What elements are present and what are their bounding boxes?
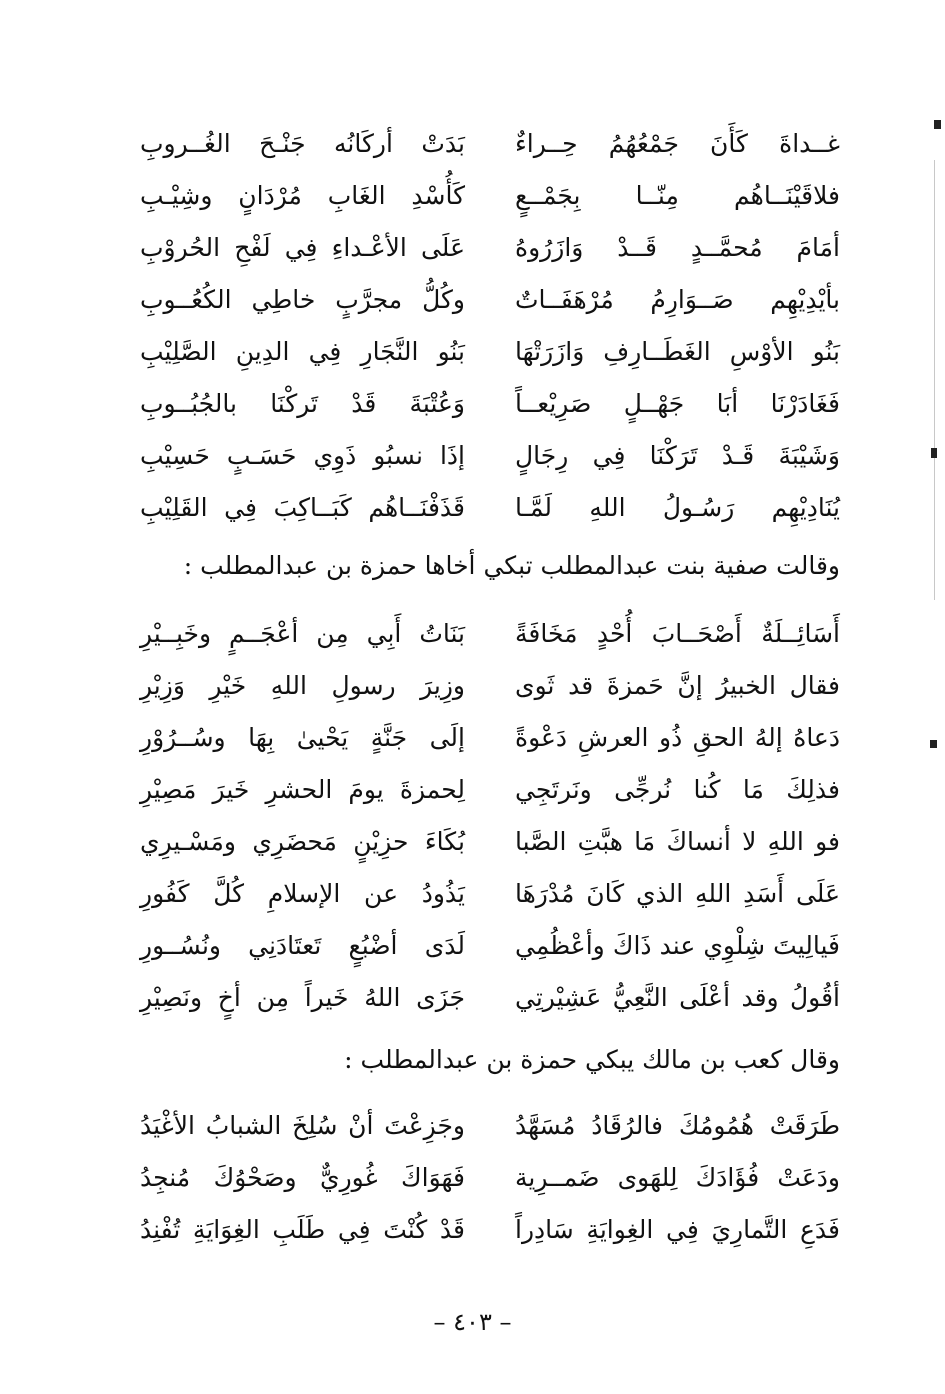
verse-first-hemistich: بَنُو الأوْسِ الغَطَــارِفِ وَازَرَتْهَا: [515, 337, 840, 366]
verse-first-hemistich: دَعاهُ إلهُ الحقِ ذُو العرشِ دَعْوةً: [515, 723, 840, 752]
verse-first-hemistich: أمَامَ مُحمَّــدٍ قَــدْ وَازَرُوهُ: [515, 233, 840, 262]
verse-first-hemistich: وَشَيْبَةَ قَـدْ تَرَكْنَا فِي رِجَالٍ: [515, 441, 840, 470]
verse-second-hemistich: وكُلُّ مجرَّبٍ خاطِي الكُعُــوبِ: [140, 285, 465, 314]
poem-block-1: [140, 118, 840, 534]
poem-block-2: [140, 608, 840, 1024]
verse-second-hemistich: عَلَى الأعْـداءِ فِي لَفْحِ الحُروْبِ: [140, 233, 465, 262]
verse-second-hemistich: وجَزِعْتَ أنْ سُلِخَ الشبابُ الأغْيَدُ: [140, 1111, 465, 1140]
verse-line: [140, 1100, 840, 1152]
verse-line: [140, 660, 840, 712]
verse-line: [140, 482, 840, 534]
verse-line: [140, 816, 840, 868]
verse-second-hemistich: بُكَاءَ حزِيْنٍ مَحضَرِي ومَسْـيرِي: [140, 827, 465, 856]
verse-line: [140, 430, 840, 482]
verse-second-hemistich: كَأُسْدِ الغَابِ مُرْدَانٍ وشِيْـبِ: [140, 181, 465, 210]
verse-line: [140, 378, 840, 430]
verse-first-hemistich: فقال الخبيرُ إنَّ حَمزةَ قد ثَوى: [515, 671, 840, 700]
verse-second-hemistich: قَذَفْنَــاهُم كَبَــاكِبَ فِي القَلِيْبِ: [140, 493, 465, 522]
verse-line: [140, 326, 840, 378]
poem-block-3: [140, 1100, 840, 1256]
verse-line: [140, 712, 840, 764]
verse-first-hemistich: فَدَعِ التَّمارِيَ فِي الغِوايَةِ سَادِراً: [515, 1215, 840, 1244]
verse-second-hemistich: لَدَى أضْبُعٍ تَعتَادَنِي ونُسُــورِ: [140, 931, 465, 960]
verse-first-hemistich: طَرَقَتْ هُمُومُكَ فالرُقَادُ مُسَهَّدُ: [515, 1111, 840, 1140]
scan-mark: [930, 740, 937, 748]
poem-introduction: وقال كعب بن مالك يبكي حمزة بن عبدالمطلب :: [344, 1045, 840, 1074]
verse-line: [140, 170, 840, 222]
verse-first-hemistich: فو اللهِ لا أنساكَ مَا هبَّتِ الصَّبا: [515, 827, 840, 856]
verse-first-hemistich: غــداةَ كَأَنَ جَمْعُهُمُ حِــراءٌ: [515, 129, 840, 158]
scan-mark: [934, 120, 941, 129]
poem-introduction: وقالت صفية بنت عبدالمطلب تبكي أخاها حمزة بن عبدالمطلب :: [183, 551, 840, 580]
verse-second-hemistich: بَنَاتُ أَبِي مِن أعْجَــمٍ وخَبِــيْرِ: [140, 619, 465, 648]
verse-first-hemistich: أَسَائِــلَةٌ أَصْحَــابَ أُحْدٍ مَخَافَةً: [515, 619, 840, 648]
verse-second-hemistich: يَذُودُ عن الإسلامِ كُلَّ كَفُورِ: [140, 879, 465, 908]
verse-line: [140, 1204, 840, 1256]
verse-second-hemistich: فَهَوَاكَ غُورِيٌّ وصَحْوُكَ مُنجِدُ: [140, 1163, 465, 1192]
verse-line: [140, 222, 840, 274]
verse-line: [140, 764, 840, 816]
verse-line: [140, 972, 840, 1024]
verse-first-hemistich: فلاقَيْنَــاهُم مِنّــا بِجَمْــعٍ: [515, 181, 840, 210]
verse-first-hemistich: أقُولُ وقد أعْلَى النَّعِيُّ عَشِيْرتِي: [515, 983, 840, 1012]
verse-line: [140, 274, 840, 326]
verse-line: [140, 118, 840, 170]
verse-line: [140, 920, 840, 972]
verse-second-hemistich: لِحمزةَ يومَ الحشرِ خَيرَ مَصِيْرِ: [140, 775, 465, 804]
verse-first-hemistich: يُنَادِيْهِم رَسُـولُ اللهِ لَمَّـا: [515, 493, 840, 522]
verse-second-hemistich: بَدَتْ أركَانُه جَنْـحَ الغُــروبِ: [140, 129, 465, 158]
verse-first-hemistich: عَلَى أَسَدِ اللهِ الذي كَانَ مُدْرَهَا: [515, 879, 840, 908]
verse-second-hemistich: وَعُتْبَةَ قَدْ تَركْنَا بالجُبُــوبِ: [140, 389, 465, 418]
verse-second-hemistich: إذَا نسبُو ذَوِي حَسَـبٍ حَسِيْبِ: [140, 441, 465, 470]
verse-line: [140, 608, 840, 660]
page-number: – ٤٠٣ –: [433, 1308, 512, 1336]
verse-line: [140, 1152, 840, 1204]
verse-first-hemistich: ودَعَتْ فُؤَادَكَ لِلهَوى ضَمــرِية: [515, 1163, 840, 1192]
verse-second-hemistich: قَدْ كُنْتَ فِي طَلَبِ الغِوَايَةِ تُفْنِدُ: [140, 1215, 465, 1244]
verse-line: [140, 868, 840, 920]
verse-first-hemistich: فَيالِيتَ شِلْوِي عند ذَاكَ وأعْظُمِي: [515, 931, 840, 960]
verse-second-hemistich: وزِيرَ رسولِ اللهِ خَيْرِ وَزِيْرِ: [140, 671, 465, 700]
verse-second-hemistich: جَزَى اللهُ خَيراً مِن أخٍ ونَصِيْرِ: [140, 983, 465, 1012]
verse-first-hemistich: فذلِكَ مَا كُنا نُرجِّى ونَرتَجِي: [515, 775, 840, 804]
scan-mark: [931, 448, 937, 458]
verse-second-hemistich: إلَى جَنَّةٍ يَحْيىٰ بِهَا وسُــرُوْرِ: [140, 723, 465, 752]
verse-first-hemistich: بأيْدِيْهِم صَــوَارِمُ مُرْهَفَــاتٌ: [515, 285, 840, 314]
verse-second-hemistich: بَنُو النَّجَارِ فِي الدِينِ الصَّلِيْبِ: [140, 337, 465, 366]
verse-first-hemistich: فَغَادَرْنَا أبَا جَهْــلٍ صَرِيْعــاً: [515, 389, 840, 418]
scan-edge-line: [934, 160, 935, 600]
